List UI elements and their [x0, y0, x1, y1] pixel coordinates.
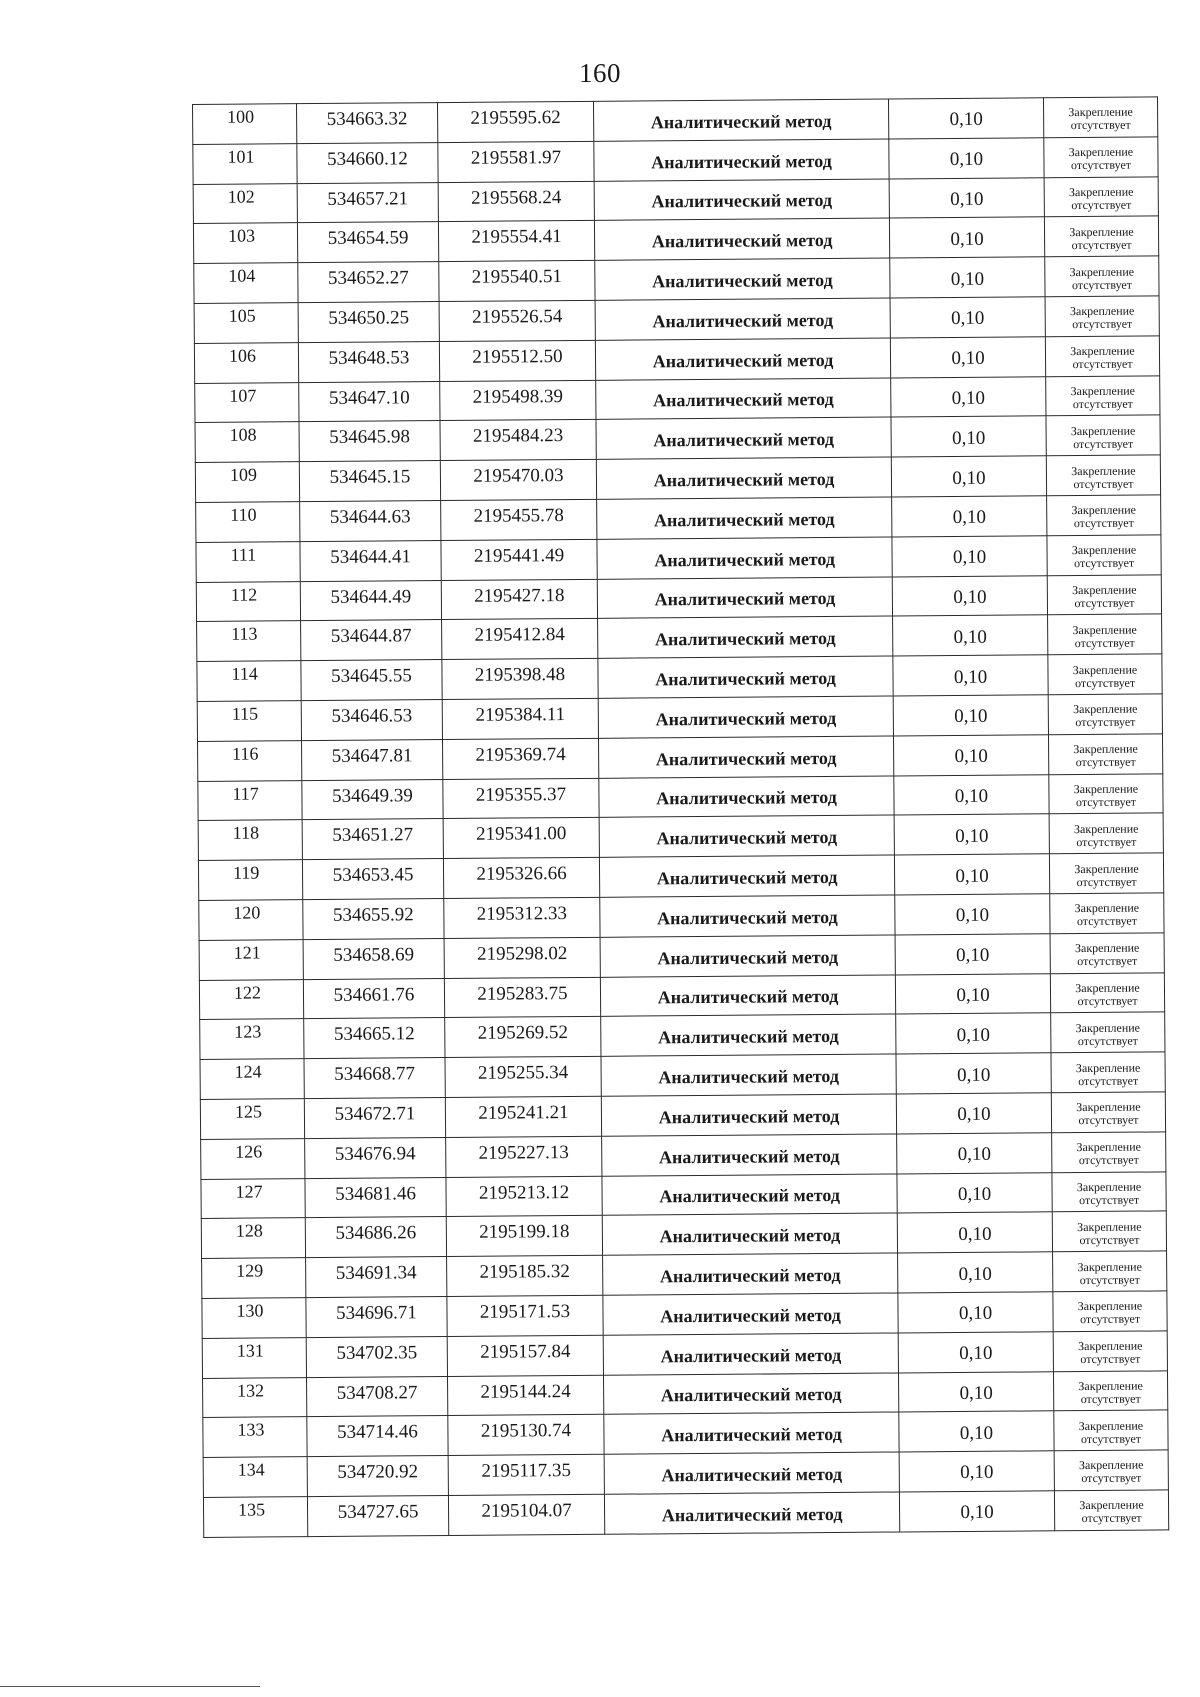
table-body	[193, 97, 1169, 1537]
x-coordinate-cell: 534668.77	[304, 1058, 445, 1099]
coordinates-table-container	[192, 96, 1168, 1537]
accuracy-cell: 0,10	[897, 1212, 1052, 1253]
point-number-cell: 117	[198, 780, 302, 821]
x-coordinate-cell: 534665.12	[304, 1018, 445, 1059]
y-coordinate-cell: 2195455.78	[441, 499, 597, 540]
y-coordinate-cell: 2195185.32	[447, 1255, 603, 1296]
point-number-cell: 132	[203, 1377, 307, 1418]
method-cell: Аналитический метод	[603, 1333, 898, 1375]
y-coordinate-cell: 2195498.39	[440, 380, 596, 421]
accuracy-cell: 0,10	[899, 1411, 1054, 1452]
accuracy-cell: 0,10	[891, 416, 1046, 457]
fixation-cell: Закрепление отсутствует	[1049, 853, 1163, 894]
method-cell: Аналитический метод	[594, 139, 889, 181]
accuracy-cell: 0,10	[893, 615, 1048, 656]
point-number-cell: 124	[200, 1059, 304, 1100]
x-coordinate-cell: 534653.45	[302, 859, 443, 900]
y-coordinate-cell: 2195427.18	[441, 579, 597, 620]
fixation-cell: Закрепление отсутствует	[1052, 1132, 1166, 1173]
point-number-cell: 122	[199, 979, 303, 1020]
method-cell: Аналитический метод	[603, 1293, 898, 1335]
y-coordinate-cell: 2195241.21	[445, 1096, 601, 1137]
x-coordinate-cell: 534644.41	[300, 540, 441, 581]
method-cell: Аналитический метод	[596, 378, 891, 420]
accuracy-cell: 0,10	[896, 1093, 1051, 1134]
accuracy-cell: 0,10	[889, 138, 1044, 179]
point-number-cell: 105	[194, 303, 298, 344]
accuracy-cell: 0,10	[897, 1172, 1052, 1213]
accuracy-cell: 0,10	[889, 177, 1044, 218]
y-coordinate-cell: 2195227.13	[446, 1136, 602, 1177]
point-number-cell: 114	[197, 661, 301, 702]
point-number-cell: 127	[201, 1178, 305, 1219]
fixation-cell: Закрепление отсутствует	[1054, 1450, 1168, 1491]
fixation-cell: Закрепление отсутствует	[1045, 296, 1159, 337]
fixation-cell: Закрепление отсутствует	[1044, 137, 1158, 178]
accuracy-cell: 0,10	[898, 1292, 1053, 1333]
point-number-cell: 108	[195, 422, 299, 463]
fixation-cell: Закрепление отсутствует	[1049, 813, 1163, 854]
footnote-divider	[0, 1686, 260, 1687]
fixation-cell: Закрепление отсутствует	[1049, 773, 1163, 814]
accuracy-cell: 0,10	[892, 536, 1047, 577]
y-coordinate-cell: 2195554.41	[438, 221, 594, 262]
y-coordinate-cell: 2195441.49	[441, 539, 597, 580]
point-number-cell: 102	[193, 183, 297, 224]
method-cell: Аналитический метод	[595, 298, 890, 340]
fixation-cell: Закрепление отсутствует	[1048, 734, 1162, 775]
fixation-cell: Закрепление отсутствует	[1044, 177, 1158, 218]
point-number-cell: 131	[202, 1337, 306, 1378]
point-number-cell: 104	[194, 263, 298, 304]
point-number-cell: 115	[197, 701, 301, 742]
method-cell: Аналитический метод	[593, 99, 888, 141]
point-number-cell: 134	[203, 1457, 307, 1498]
accuracy-cell: 0,10	[895, 973, 1050, 1014]
point-number-cell: 110	[196, 502, 300, 543]
point-number-cell: 100	[193, 104, 297, 145]
fixation-cell: Закрепление отсутствует	[1053, 1291, 1167, 1332]
point-number-cell: 133	[203, 1417, 307, 1458]
x-coordinate-cell: 534672.71	[304, 1097, 445, 1138]
method-cell: Аналитический метод	[598, 656, 893, 698]
x-coordinate-cell: 534645.15	[299, 461, 440, 502]
x-coordinate-cell: 534645.55	[301, 660, 442, 701]
accuracy-cell: 0,10	[896, 1013, 1051, 1054]
accuracy-cell: 0,10	[897, 1132, 1052, 1173]
y-coordinate-cell: 2195171.53	[447, 1295, 603, 1336]
accuracy-cell: 0,10	[893, 695, 1048, 736]
point-number-cell: 121	[199, 939, 303, 980]
y-coordinate-cell: 2195412.84	[442, 619, 598, 660]
point-number-cell: 130	[202, 1298, 306, 1339]
accuracy-cell: 0,10	[898, 1331, 1053, 1372]
y-coordinate-cell: 2195130.74	[448, 1415, 604, 1456]
y-coordinate-cell: 2195199.18	[446, 1216, 602, 1257]
method-cell: Аналитический метод	[603, 1372, 898, 1414]
x-coordinate-cell: 534652.27	[298, 262, 439, 303]
y-coordinate-cell: 2195269.52	[445, 1017, 601, 1058]
method-cell: Аналитический метод	[596, 457, 891, 499]
point-number-cell: 119	[198, 860, 302, 901]
x-coordinate-cell: 534644.63	[300, 501, 441, 542]
method-cell: Аналитический метод	[598, 696, 893, 738]
method-cell: Аналитический метод	[595, 258, 890, 300]
x-coordinate-cell: 534660.12	[297, 142, 438, 183]
method-cell: Аналитический метод	[600, 975, 895, 1017]
accuracy-cell: 0,10	[899, 1451, 1054, 1492]
point-number-cell: 118	[198, 820, 302, 861]
x-coordinate-cell: 534661.76	[303, 978, 444, 1019]
fixation-cell: Закрепление отсутствует	[1053, 1251, 1167, 1292]
x-coordinate-cell: 534657.21	[297, 182, 438, 223]
x-coordinate-cell: 534663.32	[297, 103, 438, 144]
accuracy-cell: 0,10	[896, 1053, 1051, 1094]
accuracy-cell: 0,10	[894, 854, 1049, 895]
method-cell: Аналитический метод	[601, 1054, 896, 1096]
fixation-cell: Закрепление отсутствует	[1047, 535, 1161, 576]
fixation-cell: Закрепление отсутствует	[1048, 654, 1162, 695]
fixation-cell: Закрепление отсутствует	[1051, 1052, 1165, 1093]
y-coordinate-cell: 2195540.51	[439, 261, 595, 302]
accuracy-cell: 0,10	[891, 376, 1046, 417]
method-cell: Аналитический метод	[594, 218, 889, 260]
point-number-cell: 113	[197, 621, 301, 662]
point-number-cell: 109	[195, 462, 299, 503]
point-number-cell: 123	[200, 1019, 304, 1060]
x-coordinate-cell: 534702.35	[306, 1336, 447, 1377]
accuracy-cell: 0,10	[894, 774, 1049, 815]
x-coordinate-cell: 534651.27	[302, 819, 443, 860]
accuracy-cell: 0,10	[893, 735, 1048, 776]
x-coordinate-cell: 534714.46	[307, 1416, 448, 1457]
y-coordinate-cell: 2195484.23	[440, 420, 596, 461]
method-cell: Аналитический метод	[600, 935, 895, 977]
y-coordinate-cell: 2195341.00	[443, 818, 599, 859]
fixation-cell: Закрепление отсутствует	[1051, 1012, 1165, 1053]
coordinates-table	[192, 96, 1169, 1537]
fixation-cell: Закрепление отсутствует	[1046, 455, 1160, 496]
accuracy-cell: 0,10	[898, 1252, 1053, 1293]
x-coordinate-cell: 534676.94	[305, 1137, 446, 1178]
accuracy-cell: 0,10	[898, 1371, 1053, 1412]
y-coordinate-cell: 2195398.48	[442, 658, 598, 699]
x-coordinate-cell: 534654.59	[297, 222, 438, 263]
fixation-cell: Закрепление отсутствует	[1052, 1171, 1166, 1212]
accuracy-cell: 0,10	[892, 496, 1047, 537]
method-cell: Аналитический метод	[598, 736, 893, 778]
fixation-cell: Закрепление отсутствует	[1050, 933, 1164, 974]
x-coordinate-cell: 534727.65	[307, 1495, 448, 1536]
x-coordinate-cell: 534686.26	[305, 1217, 446, 1258]
point-number-cell: 111	[196, 541, 300, 582]
accuracy-cell: 0,10	[891, 456, 1046, 497]
x-coordinate-cell: 534658.69	[303, 938, 444, 979]
method-cell: Аналитический метод	[599, 776, 894, 818]
fixation-cell: Закрепление отсутствует	[1045, 256, 1159, 297]
y-coordinate-cell: 2195283.75	[444, 977, 600, 1018]
method-cell: Аналитический метод	[604, 1452, 899, 1494]
y-coordinate-cell: 2195526.54	[439, 300, 595, 341]
point-number-cell: 106	[194, 342, 298, 383]
method-cell: Аналитический метод	[598, 616, 893, 658]
x-coordinate-cell: 534708.27	[307, 1376, 448, 1417]
x-coordinate-cell: 534649.39	[302, 779, 443, 820]
method-cell: Аналитический метод	[596, 417, 891, 459]
accuracy-cell: 0,10	[890, 257, 1045, 298]
point-number-cell: 103	[193, 223, 297, 264]
point-number-cell: 129	[202, 1258, 306, 1299]
point-number-cell: 107	[195, 382, 299, 423]
fixation-cell: Закрепление отсутствует	[1054, 1490, 1168, 1531]
fixation-cell: Закрепление отсутствует	[1050, 893, 1164, 934]
fixation-cell: Закрепление отсутствует	[1043, 97, 1157, 138]
y-coordinate-cell: 2195369.74	[442, 738, 598, 779]
fixation-cell: Закрепление отсутствует	[1046, 415, 1160, 456]
y-coordinate-cell: 2195512.50	[439, 340, 595, 381]
accuracy-cell: 0,10	[889, 217, 1044, 258]
accuracy-cell: 0,10	[892, 575, 1047, 616]
accuracy-cell: 0,10	[888, 98, 1043, 139]
y-coordinate-cell: 2195298.02	[444, 937, 600, 978]
method-cell: Аналитический метод	[604, 1492, 899, 1534]
accuracy-cell: 0,10	[894, 814, 1049, 855]
x-coordinate-cell: 534650.25	[298, 302, 439, 343]
fixation-cell: Закрепление отсутствует	[1053, 1370, 1167, 1411]
method-cell: Аналитический метод	[601, 1014, 896, 1056]
fixation-cell: Закрепление отсутствует	[1050, 972, 1164, 1013]
x-coordinate-cell: 534644.87	[301, 620, 442, 661]
point-number-cell: 126	[201, 1138, 305, 1179]
y-coordinate-cell: 2195117.35	[448, 1454, 604, 1495]
y-coordinate-cell: 2195104.07	[448, 1494, 604, 1535]
accuracy-cell: 0,10	[895, 934, 1050, 975]
method-cell: Аналитический метод	[602, 1213, 897, 1255]
y-coordinate-cell: 2195384.11	[442, 698, 598, 739]
fixation-cell: Закрепление отсутствует	[1054, 1410, 1168, 1451]
accuracy-cell: 0,10	[893, 655, 1048, 696]
y-coordinate-cell: 2195144.24	[447, 1375, 603, 1416]
accuracy-cell: 0,10	[890, 297, 1045, 338]
accuracy-cell: 0,10	[895, 894, 1050, 935]
fixation-cell: Закрепление отсутствует	[1044, 216, 1158, 257]
x-coordinate-cell: 534681.46	[305, 1177, 446, 1218]
point-number-cell: 112	[196, 581, 300, 622]
x-coordinate-cell: 534644.49	[300, 580, 441, 621]
point-number-cell: 101	[193, 143, 297, 184]
x-coordinate-cell: 534647.10	[299, 381, 440, 422]
y-coordinate-cell: 2195157.84	[447, 1335, 603, 1376]
point-number-cell: 135	[203, 1497, 307, 1538]
point-number-cell: 120	[199, 900, 303, 941]
y-coordinate-cell: 2195355.37	[443, 778, 599, 819]
x-coordinate-cell: 534691.34	[306, 1257, 447, 1298]
x-coordinate-cell: 534646.53	[301, 700, 442, 741]
method-cell: Аналитический метод	[599, 815, 894, 857]
x-coordinate-cell: 534647.81	[302, 739, 443, 780]
y-coordinate-cell: 2195595.62	[437, 101, 593, 142]
fixation-cell: Закрепление отсутствует	[1053, 1331, 1167, 1372]
method-cell: Аналитический метод	[597, 537, 892, 579]
method-cell: Аналитический метод	[595, 338, 890, 380]
method-cell: Аналитический метод	[597, 577, 892, 619]
y-coordinate-cell: 2195312.33	[444, 897, 600, 938]
fixation-cell: Закрепление отсутствует	[1052, 1211, 1166, 1252]
y-coordinate-cell: 2195470.03	[440, 460, 596, 501]
x-coordinate-cell: 534696.71	[306, 1296, 447, 1337]
fixation-cell: Закрепление отсутствует	[1047, 495, 1161, 536]
method-cell: Аналитический метод	[603, 1253, 898, 1295]
x-coordinate-cell: 534648.53	[298, 341, 439, 382]
x-coordinate-cell: 534645.98	[299, 421, 440, 462]
fixation-cell: Закрепление отсутствует	[1048, 694, 1162, 735]
fixation-cell: Закрепление отсутствует	[1046, 375, 1160, 416]
y-coordinate-cell: 2195581.97	[438, 141, 594, 182]
fixation-cell: Закрепление отсутствует	[1047, 574, 1161, 615]
accuracy-cell: 0,10	[890, 337, 1045, 378]
point-number-cell: 128	[201, 1218, 305, 1259]
table-row	[203, 1490, 1168, 1537]
method-cell: Аналитический метод	[604, 1412, 899, 1454]
fixation-cell: Закрепление отсутствует	[1045, 336, 1159, 377]
y-coordinate-cell: 2195326.66	[443, 857, 599, 898]
point-number-cell: 116	[198, 740, 302, 781]
accuracy-cell: 0,10	[899, 1491, 1054, 1532]
method-cell: Аналитический метод	[601, 1094, 896, 1136]
x-coordinate-cell: 534655.92	[303, 898, 444, 939]
point-number-cell: 125	[200, 1099, 304, 1140]
method-cell: Аналитический метод	[597, 497, 892, 539]
x-coordinate-cell: 534720.92	[307, 1456, 448, 1497]
method-cell: Аналитический метод	[594, 179, 889, 221]
fixation-cell: Закрепление отсутствует	[1048, 614, 1162, 655]
method-cell: Аналитический метод	[599, 855, 894, 897]
y-coordinate-cell: 2195213.12	[446, 1176, 602, 1217]
method-cell: Аналитический метод	[600, 895, 895, 937]
y-coordinate-cell: 2195255.34	[445, 1056, 601, 1097]
method-cell: Аналитический метод	[602, 1174, 897, 1216]
y-coordinate-cell: 2195568.24	[438, 181, 594, 222]
fixation-cell: Закрепление отсутствует	[1051, 1092, 1165, 1133]
method-cell: Аналитический метод	[602, 1134, 897, 1176]
page-number: 160	[579, 58, 621, 88]
